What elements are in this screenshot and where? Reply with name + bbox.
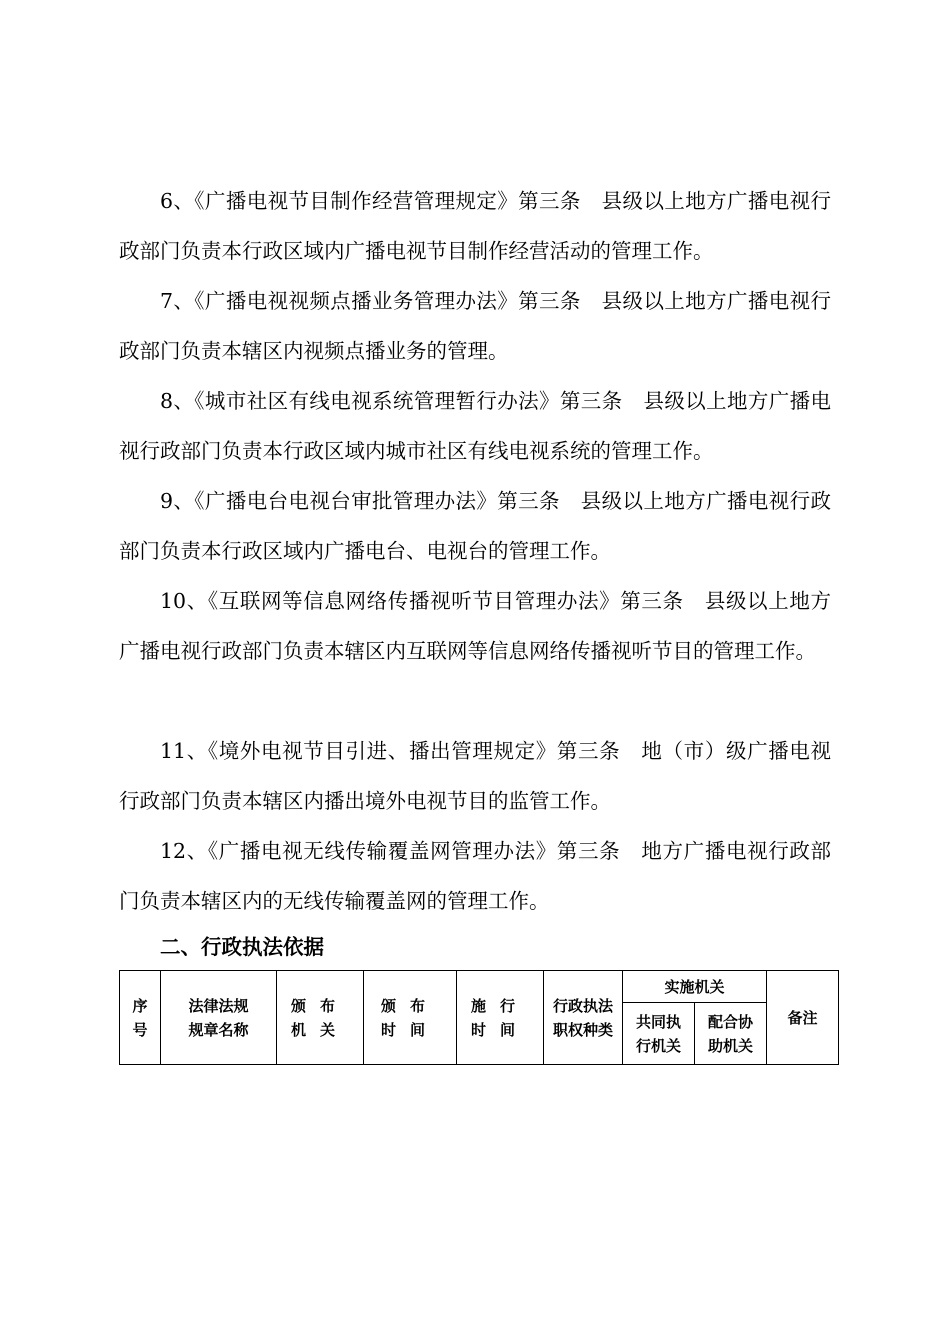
paragraph-item-7: 7、《广播电视视频点播业务管理办法》第三条 县级以上地方广播电视行政部门负责本辖区内视频点播业务的管理。 [119,289,831,363]
header-effective-time: 施行 时间 [457,971,544,1065]
header-power-type: 行政执法 职权种类 [544,971,623,1065]
header-joint-agency: 共同执 行机关 [623,1003,695,1065]
header-issuer: 颁布 机关 [277,971,364,1065]
header-agency: 实施机关 [623,971,767,1003]
header-issue-time: 颁布 时间 [364,971,457,1065]
paragraph-item-9: 9、《广播电台电视台审批管理办法》第三条 县级以上地方广播电视行政部门负责本行政区域内广播电台、电视台的管理工作。 [119,489,831,563]
paragraph-item-11: 11、《境外电视节目引进、播出管理规定》第三条 地（市）级广播电视行政部门负责本辖区内播出境外电视节目的监管工作。 [119,739,831,813]
header-seq: 序 号 [120,971,161,1065]
header-assist-agency: 配合协 助机关 [695,1003,767,1065]
paragraph-item-8: 8、《城市社区有线电视系统管理暂行办法》第三条 县级以上地方广播电视行政部门负责本行政区域内城市社区有线电视系统的管理工作。 [119,389,831,463]
paragraph-item-10: 10、《互联网等信息网络传播视听节目管理办法》第三条 县级以上地方广播电视行政部门负责本辖区内互联网等信息网络传播视听节目的管理工作。 [119,589,831,663]
header-law-name: 法律法规 规章名称 [161,971,277,1065]
section-heading: 二、行政执法依据 [160,935,324,959]
table-header-row [120,971,839,1003]
paragraph-item-12: 12、《广播电视无线传输覆盖网管理办法》第三条 地方广播电视行政部门负责本辖区内的无线传输覆盖网的管理工作。 [119,839,831,913]
header-remarks: 备注 [767,971,839,1065]
paragraph-item-6: 6、《广播电视节目制作经营管理规定》第三条 县级以上地方广播电视行政部门负责本行政区域内广播电视节目制作经营活动的管理工作。 [119,189,831,263]
law-basis-table [119,970,839,1065]
